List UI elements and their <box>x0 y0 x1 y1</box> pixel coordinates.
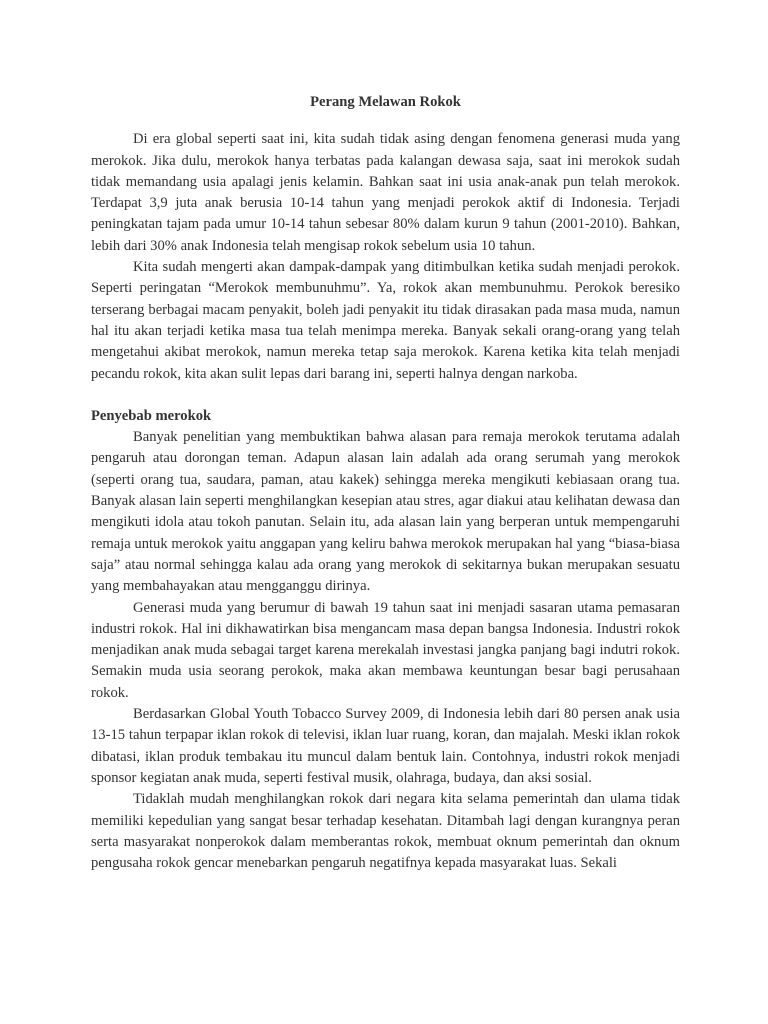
intro-paragraph-2: Kita sudah mengerti akan dampak-dampak yang ditimbulkan ketika sudah menjadi perokok. Seperti peringatan “Merokok membunuhmu”. Ya, rokok akan membunuhmu. Perokok beresiko terserang berbagai macam penyakit, boleh jadi penyakit itu tidak dirasakan pada masa muda, namun hal itu akan terjadi ketika masa tua telah menimpa mereka. Banyak sekali orang-orang yang telah mengetahui akibat merokok, namun mereka tetap saja merokok. Karena ketika kita telah menjadi pecandu rokok, kita akan sulit lepas dari barang ini, seperti halnya dengan narkoba. <box>91 259 680 382</box>
section-heading: Penyebab merokok <box>91 407 212 424</box>
section-paragraph-4: Tidaklah mudah menghilangkan rokok dari negara kita selama pemerintah dan ulama tidak memiliki kepedulian yang sangat besar terhadap kesehatan. Ditambah lagi dengan kurangnya peran serta masyarakat nonperokok dalam memberantas rokok, membuat oknum pemerintah dan oknum pengusaha rokok gencar menebarkan pengaruh negatifnya kepada masyarakat luas. Sekali <box>91 791 680 872</box>
document-title: Perang Melawan Rokok <box>310 94 461 110</box>
section-paragraph-3: Berdasarkan Global Youth Tobacco Survey 2009, di Indonesia lebih dari 80 persen anak usia 13-15 tahun terpapar iklan rokok di televisi, iklan luar ruang, koran, dan majalah. Meski iklan rokok dibatasi, iklan produk tembakau itu muncul dalam bentuk lain. Contohnya, industri rokok menjadi sponsor kegiatan anak muda, seperti festival musik, olahraga, budaya, dan aksi sosial. <box>91 706 680 786</box>
section-paragraph-1: Banyak penelitian yang membuktikan bahwa alasan para remaja merokok terutama adalah pengaruh atau dorongan teman. Adapun alasan lain adalah ada orang serumah yang merokok (seperti orang tua, saudara, paman, atau kakek) sehingga mereka mengikuti kebiasaan orang tua. Banyak alasan lain seperti menghilangkan kesepian atau stres, agar diakui atau kelihatan dewasa dan mengikuti idola atau tokoh panutan. Selain itu, ada alasan lain yang berperan untuk mempengaruhi remaja untuk merokok yaitu anggapan yang keliru bahwa merokok merupakan hal yang “biasa-biasa saja” atau normal sehingga kalau ada orang yang merokok di sekitarnya bukan merupakan sesuatu yang membahayakan atau mengganggu dirinya. <box>91 429 680 595</box>
document-body <box>91 92 680 874</box>
section-paragraph-2: Generasi muda yang berumur di bawah 19 tahun saat ini menjadi sasaran utama pemasaran industri rokok. Hal ini dikhawatirkan bisa mengancam masa depan bangsa Indonesia. Industri rokok menjadikan anak muda sebagai target karena merekalah investasi jangka panjang bagi indutri rokok. Semakin muda usia seorang perokok, maka akan membawa keuntungan besar bagi perusahaan rokok. <box>91 599 680 701</box>
intro-paragraph-1: Di era global seperti saat ini, kita sudah tidak asing dengan fenomena generasi muda yang merokok. Jika dulu, merokok hanya terbatas pada kalangan dewasa saja, saat ini merokok sudah tidak memandang usia apalagi jenis kelamin. Bahkan saat ini usia anak-anak pun telah merokok. Terdapat 3,9 juta anak berusia 10-14 tahun yang menjadi perokok aktif di Indonesia. Terjadi peningkatan tajam pada umur 10-14 tahun sebesar 80% dalam kurun 9 tahun (2001-2010). Bahkan, lebih dari 30% anak Indonesia telah mengisap rokok sebelum usia 10 tahun. <box>91 131 680 254</box>
